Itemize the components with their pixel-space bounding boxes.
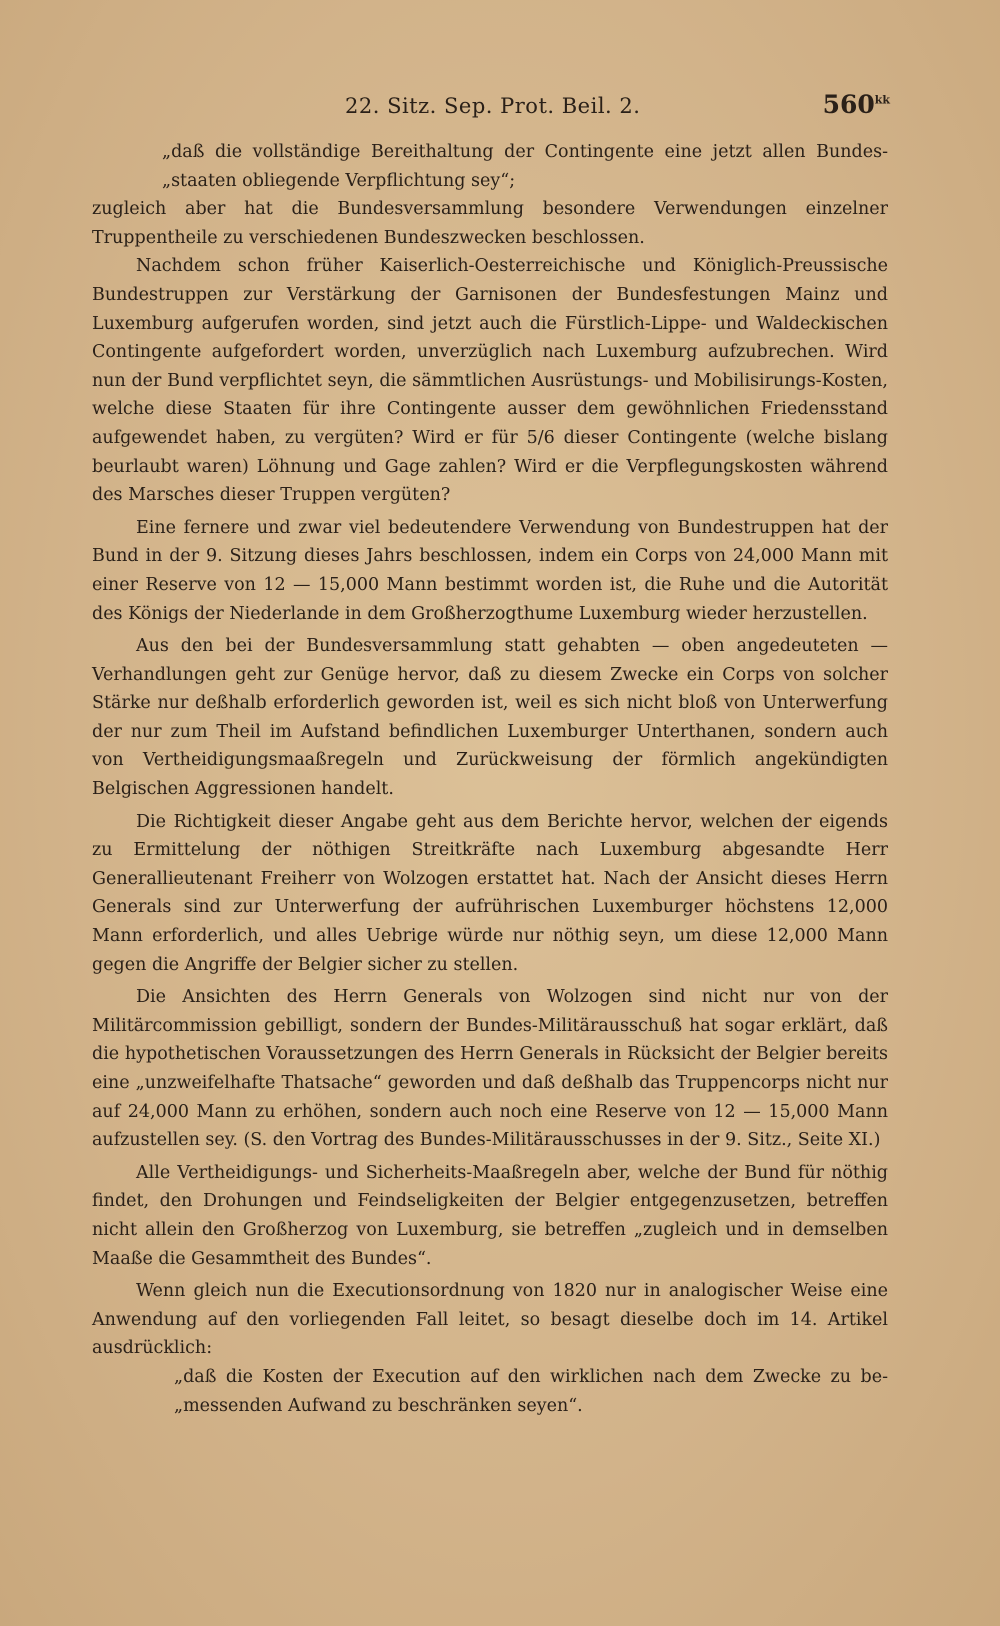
page-number-suffix: kk <box>874 93 890 107</box>
paragraph: Die Richtigkeit dieser Angabe geht aus dem Berichte hervor, welchen der eigends zu Ermittelung der nöthigen Streitkräfte nach Luxemburg abgesandte Herr Generallieutenant Freiherr von Wolzogen erstattet hat. Nach der Ansicht dieses Herrn Generals sind zur Unterwerfung der aufrührischen Luxemburger höchstens 12,000 Mann erforderlich, und alles Uebrige würde nur nöthig seyn, um diese 12,000 Mann gegen die Angriffe der Belgier sicher zu stellen. <box>92 811 888 975</box>
paragraph: Wenn gleich nun die Executionsordnung von 1820 nur in analogischer Weise eine Anwendung auf den vorliegenden Fall leitet, so besagt dieselbe doch im 14. Artikel ausdrücklich: <box>92 1281 888 1359</box>
paragraph: Eine fernere und zwar viel bedeutendere Verwendung von Bundestruppen hat der Bund in der 9. Sitzung dieses Jahrs beschlossen, indem ein Corps von 24,000 Mann mit einer Reserve von 12 — 15,000 Mann bestimmt worden ist, die Ruhe und die Autorität des Königs der Niederlande in dem Großherzogthume Luxemburg wieder herzustellen. <box>92 517 888 624</box>
page-number-value: 560 <box>822 90 875 119</box>
paragraph: Nachdem schon früher Kaiserlich-Oesterreichische und Königlich-Preussische Bundestruppen zur Verstärkung der Garnisonen der Bundesfestungen Mainz und Luxemburg aufgerufen worden, sind jetzt auch die Fürstlich-Lippe- und Waldeckischen Contingente aufgefordert worden, unverzüglich nach Luxemburg aufzubrechen. Wird nun der Bund verpflichtet seyn, die sämmtlichen Ausrüstungs- und Mobilisirungs-Kosten, welche diese Staaten für ihre Contingente ausser dem gewöhnlichen Friedensstand aufgewendet haben, zu vergüten? Wird er für 5/6 dieser Contingente (welche bislang beurlaubt waren) Löhnung und Gage zahlen? Wird er die Verpflegungskosten während des Marsches dieser Truppen vergüten? <box>92 256 888 506</box>
page-number <box>823 90 890 119</box>
page-header <box>90 88 890 128</box>
running-title: 22. Sitz. Sep. Prot. Beil. 2. <box>345 94 641 118</box>
quotation: „daß die vollständige Bereithaltung der Contingente eine jetzt allen Bundes- „staaten obliegende Verpflichtung sey“; <box>162 142 888 191</box>
body-text <box>92 138 888 1420</box>
paragraph: Alle Vertheidigungs- und Sicherheits-Maaßregeln aber, welche der Bund für nöthig findet, den Drohungen und Feindseligkeiten der Belgier entgegenzusetzen, betreffen nicht allein den Großherzog von Luxemburg, sie betreffen „zugleich und in demselben Maaße die Gesammtheit des Bundes“. <box>92 1162 888 1269</box>
paragraph: Aus den bei der Bundesversammlung statt gehabten — oben angedeuteten — Verhandlungen geht zur Genüge hervor, daß zu diesem Zwecke ein Corps von solcher Stärke nur deßhalb erforderlich geworden ist, weil es sich nicht bloß von Unterwerfung der nur zum Theil im Aufstand befindlichen Luxemburger Unterthanen, sondern auch von Vertheidigungsmaaßregeln und Zurückweisung der förmlich angekündigten Belgischen Aggressionen handelt. <box>92 636 888 800</box>
paragraph: Die Ansichten des Herrn Generals von Wolzogen sind nicht nur von der Militärcommission gebilligt, sondern der Bundes-Militärausschuß hat sogar erklärt, daß die hypothetischen Voraussetzungen des Herrn Generals in Rücksicht der Belgier bereits eine „unzweifelhafte Thatsache“ geworden und daß deßhalb das Truppencorps nicht nur auf 24,000 Mann zu erhöhen, sondern auch noch eine Reserve von 12 — 15,000 Mann aufzustellen sey. (S. den Vortrag des Bundes-Militärausschusses in der 9. Sitz., Seite XI.) <box>92 987 888 1151</box>
quotation: „daß die Kosten der Execution auf den wirklichen nach dem Zwecke zu be- „messenden Aufwand zu beschränken seyen“. <box>174 1366 888 1416</box>
paragraph: zugleich aber hat die Bundesversammlung besondere Verwendungen einzelner Truppentheile zu verschiedenen Bundeszwecken beschlossen. <box>92 199 888 248</box>
